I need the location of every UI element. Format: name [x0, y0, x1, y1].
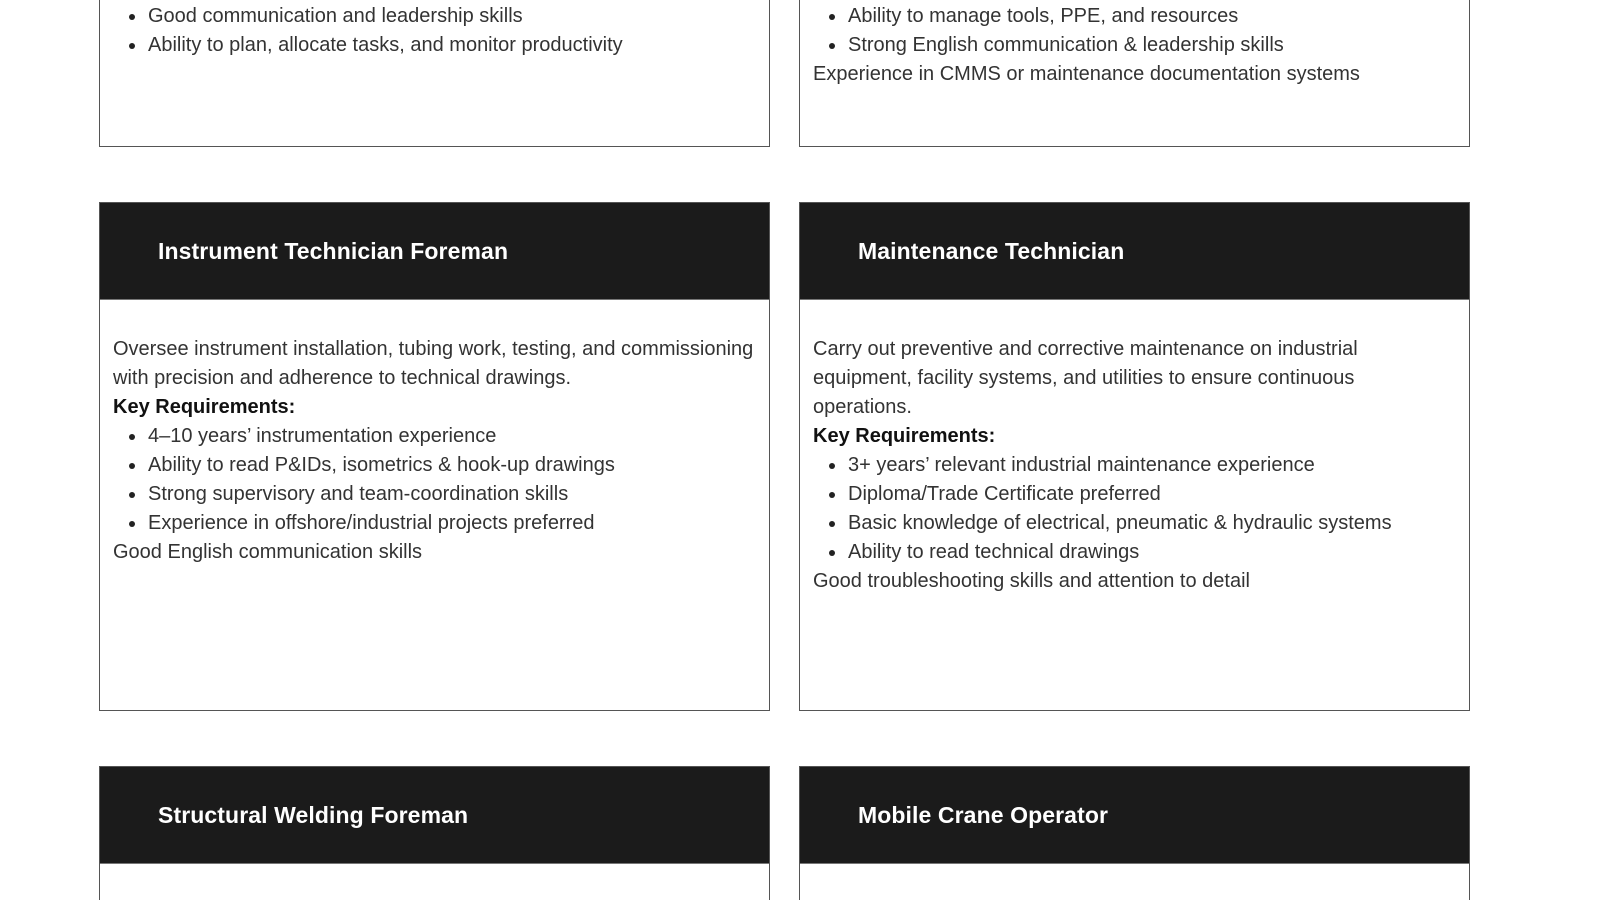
requirements-list [813, 2, 1456, 60]
requirements-label: Key Requirements: [113, 396, 296, 418]
requirement-item: Ability to read P&IDs, isometrics & hook-up drawings [128, 451, 756, 480]
job-card-body [113, 2, 756, 60]
requirement-item: Strong supervisory and team-coordination skills [128, 480, 756, 509]
trailing-requirement: Good English communication skills [113, 541, 423, 563]
job-card-header [800, 203, 1469, 300]
job-card-instrument-technician-foreman [99, 202, 770, 711]
requirements-label: Key Requirements: [813, 425, 996, 447]
trailing-requirement: Experience in CMMS or maintenance documentation systems [813, 63, 1360, 85]
requirement-item: Diploma/Trade Certificate preferred [828, 480, 1456, 509]
job-card-header [100, 203, 769, 300]
requirement-item: Ability to manage tools, PPE, and resources [828, 2, 1456, 31]
requirements-list [113, 422, 756, 538]
requirements-list [813, 451, 1456, 567]
job-title: Mobile Crane Operator [858, 801, 1109, 828]
job-description: Carry out preventive and corrective maintenance on industrial equipment, facility systems, and utilities to ensure continuous operations. [813, 338, 1358, 418]
requirement-item: Ability to plan, allocate tasks, and monitor productivity [128, 31, 756, 60]
job-card-mobile-crane-operator [799, 766, 1470, 900]
requirement-item: Good communication and leadership skills [128, 2, 756, 31]
job-card-top-left [99, 0, 770, 147]
requirements-list [113, 2, 756, 60]
job-title: Structural Welding Foreman [158, 801, 469, 828]
job-card-header [100, 767, 769, 864]
job-card-maintenance-technician [799, 202, 1470, 711]
job-card-structural-welding-foreman [99, 766, 770, 900]
requirement-item: Ability to read technical drawings [828, 538, 1456, 567]
job-description: Oversee instrument installation, tubing work, testing, and commissioning with precision and adherence to technical drawings. [113, 338, 754, 389]
job-card-body [813, 2, 1456, 89]
job-card-top-right [799, 0, 1470, 147]
requirement-item: Strong English communication & leadership skills [828, 31, 1456, 60]
job-card-body [100, 300, 769, 567]
requirement-item: Experience in offshore/industrial projects preferred [128, 509, 756, 538]
trailing-requirement: Good troubleshooting skills and attention to detail [813, 570, 1250, 592]
requirement-item: Basic knowledge of electrical, pneumatic & hydraulic systems [828, 509, 1456, 538]
requirement-item: 3+ years’ relevant industrial maintenance experience [828, 451, 1456, 480]
job-title: Instrument Technician Foreman [158, 237, 509, 264]
requirement-item: 4–10 years’ instrumentation experience [128, 422, 756, 451]
job-title: Maintenance Technician [858, 237, 1125, 264]
job-card-body [800, 300, 1469, 596]
job-card-header [800, 767, 1469, 864]
